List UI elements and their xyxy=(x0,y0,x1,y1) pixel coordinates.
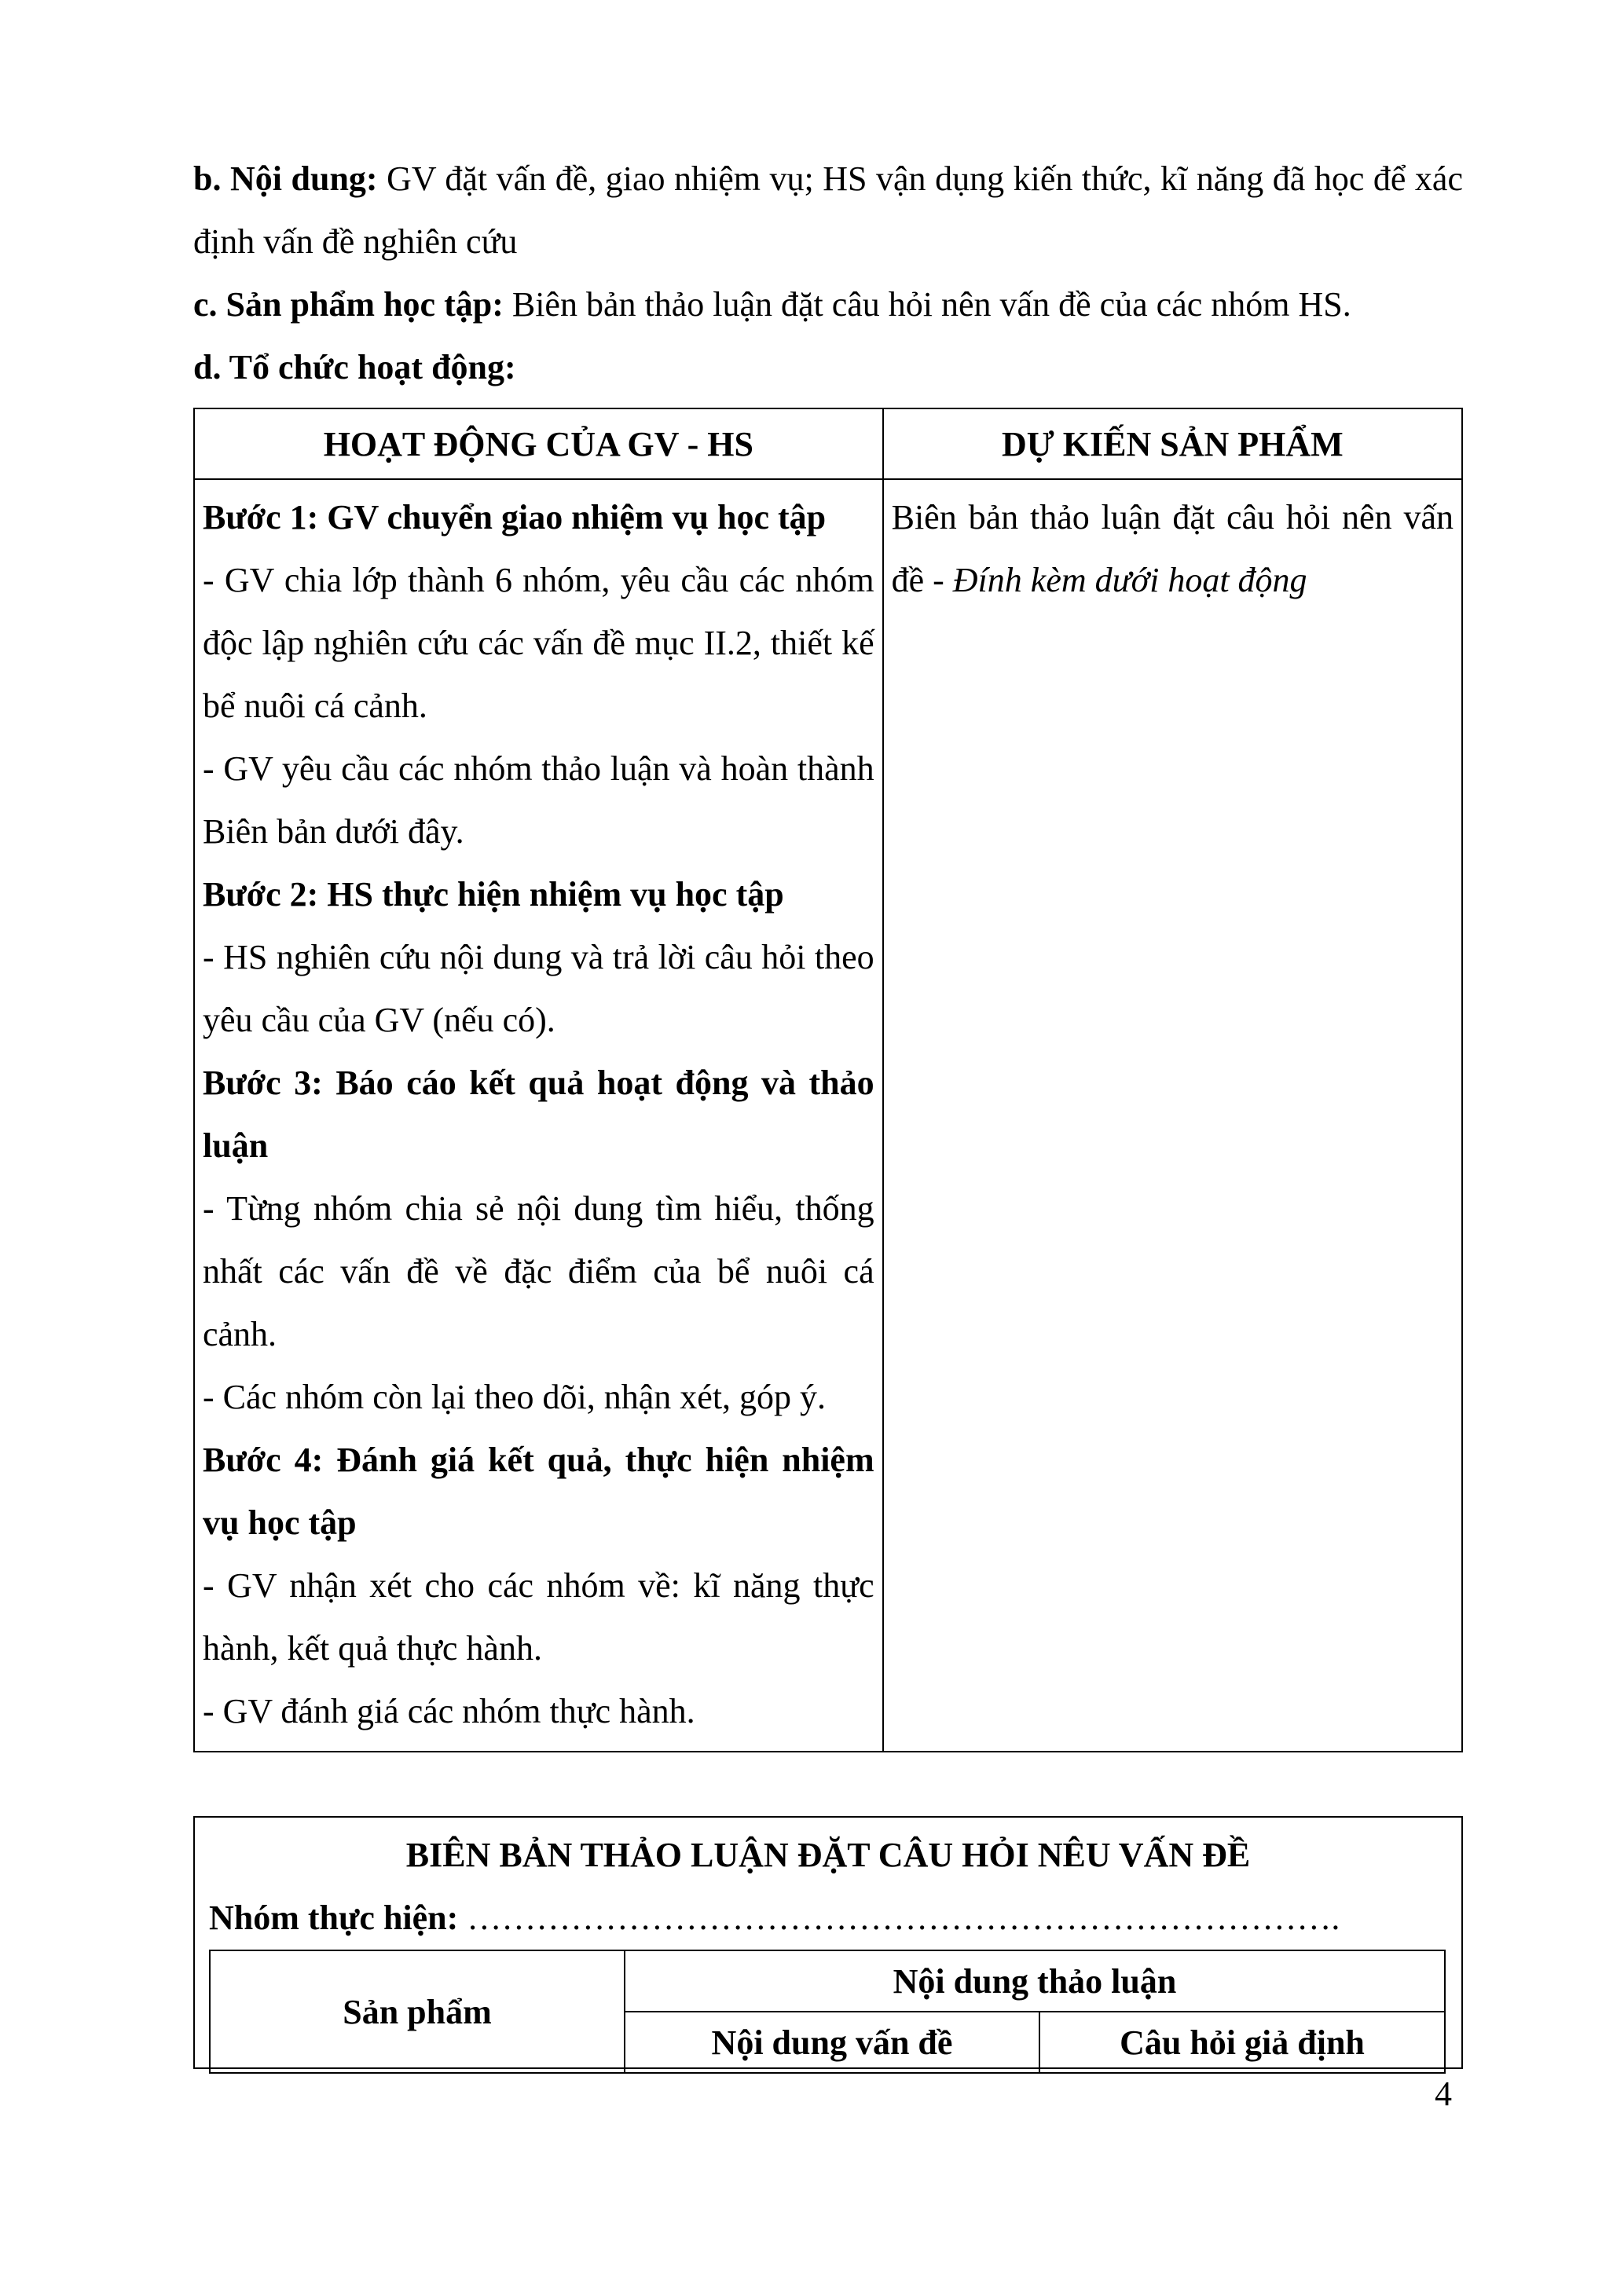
activity-table-body-row xyxy=(194,479,1462,1752)
record-col-discussion: Nội dung thảo luận xyxy=(625,1950,1445,2012)
step-1-heading: Bước 1: GV chuyển giao nhiệm vụ học tập xyxy=(203,498,827,536)
record-title: BIÊN BẢN THẢO LUẬN ĐẶT CÂU HỎI NÊU VẤN ĐỀ xyxy=(405,1836,1251,1874)
organize-label: d. Tổ chức hoạt động: xyxy=(193,348,516,386)
organize-heading xyxy=(193,336,1463,399)
activity-steps-cell xyxy=(194,479,883,1752)
step-1-item-2: - GV yêu cầu các nhóm thảo luận và hoàn thành Biên bản dưới đây. xyxy=(203,749,874,851)
product-text: Biên bản thảo luận đặt câu hỏi nên vấn đề của các nhóm HS. xyxy=(503,285,1351,324)
expected-product-cell xyxy=(883,479,1462,1752)
record-group-label: Nhóm thực hiện: xyxy=(209,1899,459,1937)
content-paragraph xyxy=(193,148,1463,273)
step-1-item-1: - GV chia lớp thành 6 nhóm, yêu cầu các nhóm độc lập nghiên cứu các vấn đề mục II.2, thiết kế bể nuôi cá cảnh. xyxy=(203,561,874,725)
record-col-question: Câu hỏi giả định xyxy=(1039,2012,1445,2073)
content-label: b. Nội dung: xyxy=(193,159,378,198)
step-3-heading: Bước 3: Báo cáo kết quả hoạt động và thảo luận xyxy=(203,1064,874,1165)
record-col-issue: Nội dung vấn đề xyxy=(625,2012,1039,2073)
product-paragraph xyxy=(193,273,1463,336)
step-2-heading: Bước 2: HS thực hiện nhiệm vụ học tập xyxy=(203,875,784,914)
step-2-item-1: - HS nghiên cứu nội dung và trả lời câu hỏi theo yêu cầu của GV (nếu có). xyxy=(203,938,874,1039)
step-4-item-2: - GV đánh giá các nhóm thực hành. xyxy=(203,1692,695,1730)
header-activity: HOẠT ĐỘNG CỦA GV - HS xyxy=(194,408,883,479)
activity-table-header-row xyxy=(194,408,1462,479)
record-table xyxy=(209,1950,1446,2074)
record-table-row-1 xyxy=(210,1950,1445,2012)
header-expected-product: DỰ KIẾN SẢN PHẨM xyxy=(883,408,1462,479)
expected-product-note: Đính kèm dưới hoạt động xyxy=(952,561,1307,599)
step-3-item-2: - Các nhóm còn lại theo dõi, nhận xét, góp ý. xyxy=(203,1378,827,1416)
record-group-line xyxy=(209,1887,1340,1950)
record-group-dots: …………………………………………………………………. xyxy=(458,1899,1340,1937)
discussion-record-box xyxy=(193,1816,1463,2069)
record-col-product: Sản phẩm xyxy=(210,1950,625,2073)
product-label: c. Sản phẩm học tập: xyxy=(193,285,504,324)
step-4-heading: Bước 4: Đánh giá kết quả, thực hiện nhiệm vụ học tập xyxy=(203,1441,874,1542)
content-text: GV đặt vấn đề, giao nhiệm vụ; HS vận dụng kiến thức, kĩ năng đã học để xác định vấn đề nghiên cứu xyxy=(193,159,1463,261)
page-number: 4 xyxy=(1435,2074,1452,2113)
step-4-item-1: - GV nhận xét cho các nhóm về: kĩ năng thực hành, kết quả thực hành. xyxy=(203,1566,874,1668)
step-3-item-1: - Từng nhóm chia sẻ nội dung tìm hiểu, thống nhất các vấn đề về đặc điểm của bể nuôi cá cảnh. xyxy=(203,1189,874,1353)
expected-product-text: Biên bản thảo luận đặt câu hỏi nên vấn đề - xyxy=(891,498,1454,599)
activity-table xyxy=(193,408,1463,1752)
